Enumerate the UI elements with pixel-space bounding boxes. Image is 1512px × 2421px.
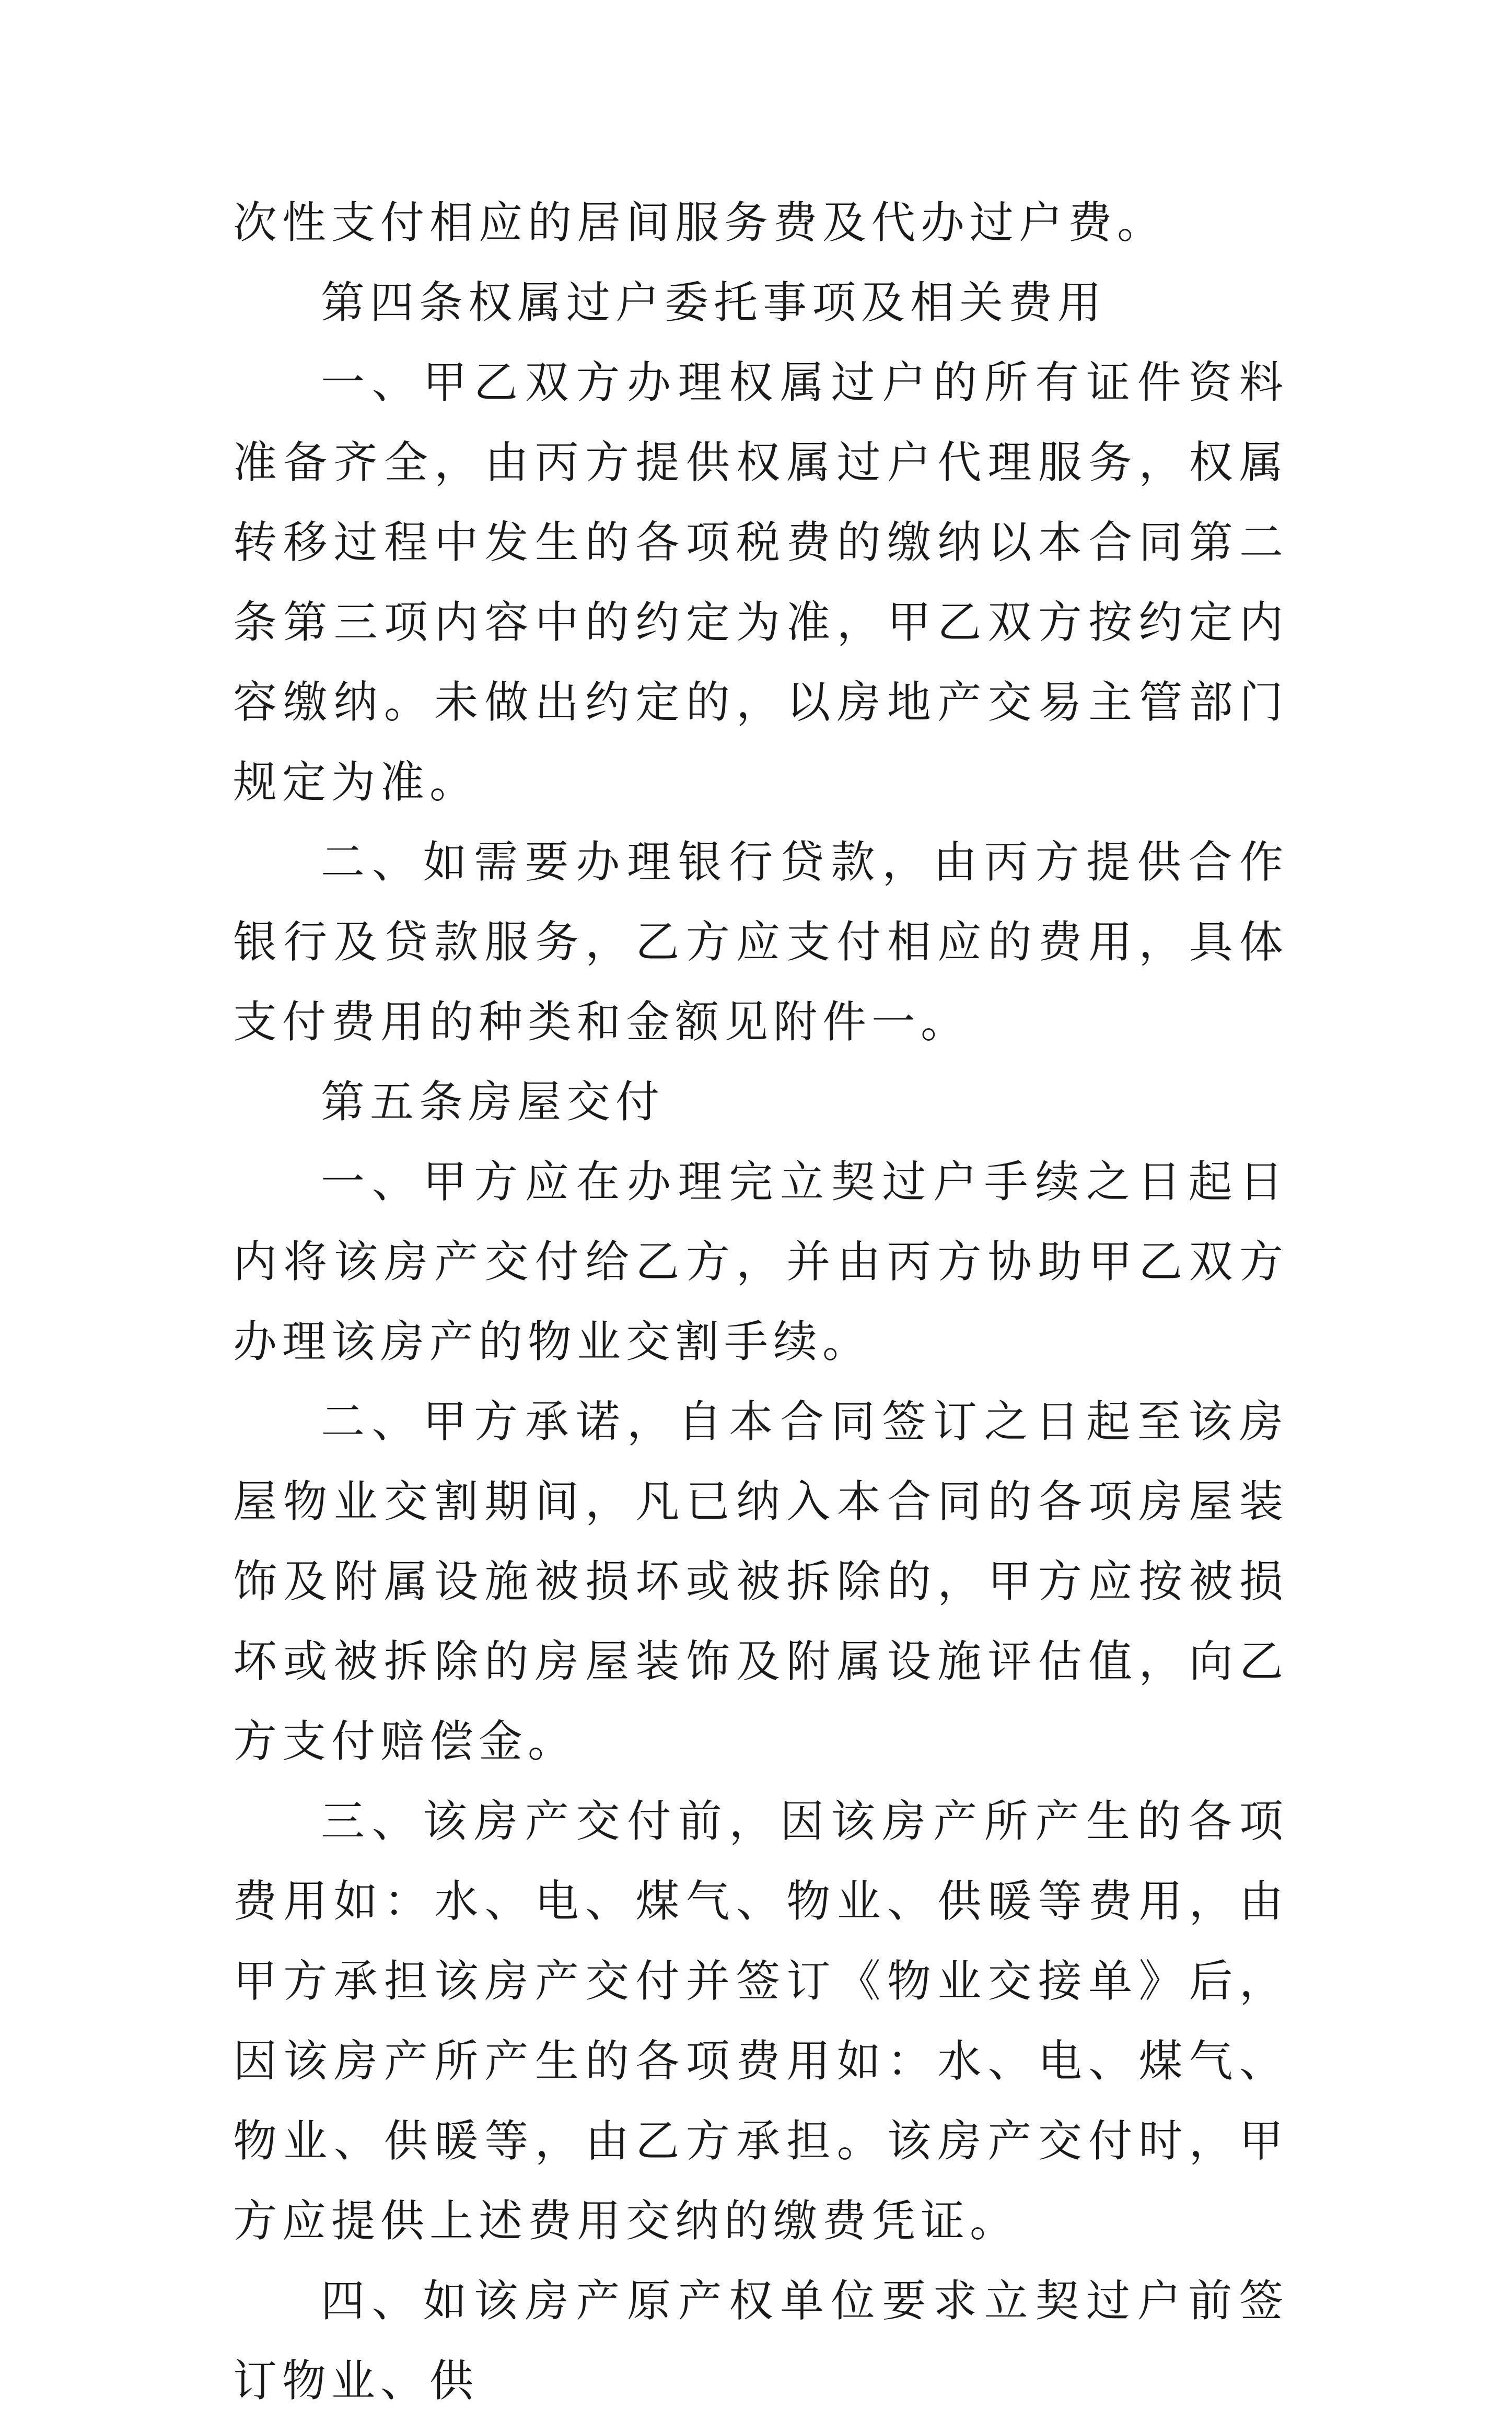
paragraph-7: 二、甲方承诺，自本合同签订之日起至该房屋物业交割期间，凡已纳入本合同的各项房屋装饰及附属设施被损坏或被拆除的，甲方应按被损坏或被拆除的房屋装饰及附属设施评估值，向乙方支付赔偿金。 bbox=[233, 1396, 1288, 1767]
section-heading-article-5: 第五条房屋交付 bbox=[321, 1076, 665, 1127]
contract-text bbox=[233, 183, 1288, 2421]
paragraph-8: 三、该房产交付前，因该房产所产生的各项费用如：水、电、煤气、物业、供暖等费用，由甲方承担该房产交付并签订《物业交接单》后，因该房产所产生的各项费用如：水、电、煤气、物业、供暖等，由乙方承担。该房产交付时，甲方应提供上述费用交纳的缴费凭证。 bbox=[233, 1796, 1288, 2247]
paragraph-3: 一、甲乙双方办理权属过户的所有证件资料准备齐全，由丙方提供权属过户代理服务，权属转移过程中发生的各项税费的缴纳以本合同第二条第三项内容中的约定为准，甲乙双方按约定内容缴纳。未做出约定的，以房地产交易主管部门规定为准。 bbox=[233, 357, 1288, 808]
paragraph-1: 次性支付相应的居间服务费及代办过户费。 bbox=[233, 197, 1167, 248]
paragraph-9: 四、如该房产原产权单位要求立契过户前签订物业、供 bbox=[233, 2275, 1288, 2406]
paragraph-4: 二、如需要办理银行贷款，由丙方提供合作银行及贷款服务，乙方应支付相应的费用，具体支付费用的种类和金额见附件一。 bbox=[233, 836, 1288, 1047]
section-heading-article-4: 第四条权属过户委托事项及相关费用 bbox=[321, 277, 1107, 328]
paragraph-6: 一、甲方应在办理完立契过户手续之日起日内将该房产交付给乙方，并由丙方协助甲乙双方办理该房产的物业交割手续。 bbox=[233, 1156, 1288, 1367]
